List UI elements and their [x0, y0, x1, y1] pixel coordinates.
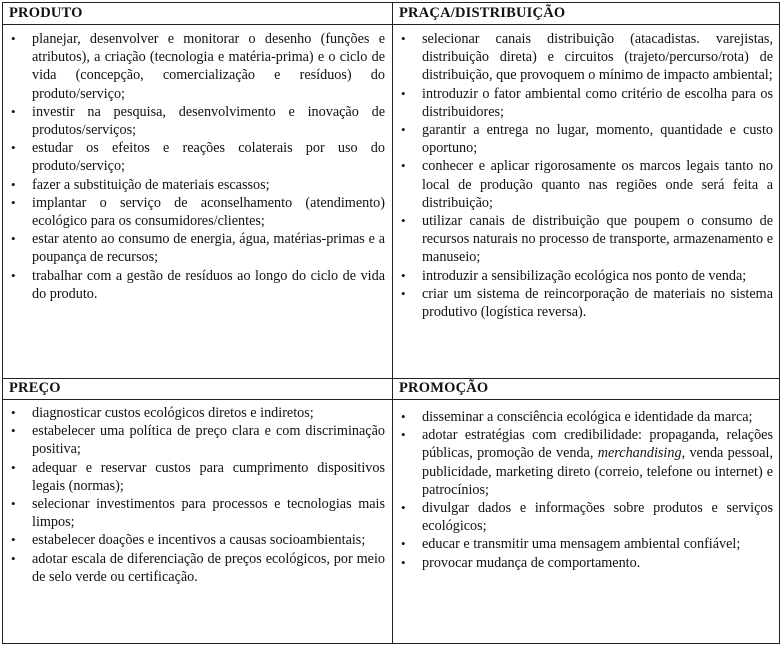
- bullet-icon: •: [401, 554, 406, 570]
- list-item: • introduzir a sensibilização ecológica nos ponto de venda;: [401, 267, 747, 284]
- list-item: • planejar, desenvolver e monitorar o desenho (funções e atributos), a criação (tecnologia e matéria-prima) e o ciclo de vida (concepção, comercialização e resíduos) do produto/serviço;: [11, 31, 385, 102]
- produto-list: [7, 30, 385, 303]
- list-item: • diagnosticar custos ecológicos diretos e indiretos;: [11, 405, 314, 421]
- row-divider: [3, 24, 779, 25]
- bullet-icon: •: [11, 550, 16, 566]
- bullet-icon: •: [11, 459, 16, 475]
- list-item: • estabelecer doações e incentivos a causas socioambientais;: [11, 532, 366, 549]
- bullet-icon: •: [11, 176, 16, 192]
- list-item: • estar atento ao consumo de energia, água, matérias-primas e a poupança de recursos;: [11, 231, 385, 266]
- list-item: • investir na pesquisa, desenvolvimento e inovação de produtos/serviços;: [11, 103, 385, 139]
- list-item: • conhecer e aplicar rigorosamente os marcos legais tanto no local de produção quanto nas regiões onde será feita a distribuição;: [401, 158, 773, 211]
- list-item: • selecionar investimentos para processos e tecnologias mais limpos;: [11, 496, 385, 531]
- list-item: • adotar estratégias com credibilidade: propaganda, relações públicas, promoção de venda, merchandising, venda pessoal, publicidade, marketing direto (correio, telefone ou internet) e patrocínios;: [401, 427, 773, 498]
- list-item: • introduzir o fator ambiental como critério de escolha para os distribuidores;: [401, 85, 773, 120]
- list-item: • utilizar canais de distribuição que poupem o consumo de recursos naturais no processo de transporte, armazenamento e manuseio;: [401, 213, 773, 266]
- bullet-icon: •: [401, 31, 406, 46]
- list-item: • educar e transmitir uma mensagem ambiental confiável;: [401, 536, 741, 553]
- list-item: • adequar e reservar custos para cumprimento dispositivos legais (normas);: [11, 459, 385, 494]
- list-item: • fazer a substituição de materiais escassos;: [11, 176, 270, 193]
- bullet-icon: •: [11, 231, 16, 247]
- row-divider: [3, 378, 779, 379]
- produto-heading: PRODUTO: [9, 5, 83, 21]
- list-item: • estabelecer uma política de preço clara e com discriminação positiva;: [11, 423, 385, 458]
- bullet-icon: •: [11, 423, 16, 439]
- promocao-cell: [397, 408, 773, 572]
- row-divider: [3, 399, 779, 400]
- bullet-icon: •: [401, 85, 406, 101]
- praca-list: [397, 30, 773, 321]
- list-item: • garantir a entrega no lugar, momento, quantidade e custo oportuno;: [401, 122, 773, 157]
- praca-cell: [397, 30, 773, 321]
- bullet-icon: •: [11, 140, 16, 156]
- bullet-icon: •: [11, 405, 16, 420]
- preco-cell: [7, 404, 385, 586]
- praca-heading: PRAÇA/DISTRIBUIÇÃO: [399, 5, 566, 21]
- list-item: • selecionar canais distribuição (atacadistas. varejistas, distribuição direta) e circuitos (trajeto/percurso/rota) de distribuição, que provoquem o mínimo de impacto ambiental;: [401, 31, 773, 84]
- list-item: • provocar mudança de comportamento.: [401, 554, 641, 571]
- bullet-icon: •: [11, 103, 16, 119]
- bullet-icon: •: [11, 31, 16, 46]
- list-item: • estudar os efeitos e reações colaterais por uso do produto/serviço;: [11, 140, 385, 175]
- bullet-icon: •: [11, 532, 16, 548]
- preco-heading: PREÇO: [9, 380, 61, 396]
- list-item: • trabalhar com a gestão de resíduos ao longo do ciclo de vida do produto.: [11, 267, 385, 302]
- list-item: • criar um sistema de reincorporação de materiais no sistema produtivo (logística reversa).: [401, 285, 773, 321]
- bullet-icon: •: [11, 496, 16, 512]
- bullet-icon: •: [401, 122, 406, 138]
- preco-list: [7, 404, 385, 586]
- list-item: • disseminar a consciência ecológica e identidade da marca;: [401, 409, 753, 425]
- column-divider: [392, 3, 393, 643]
- marketing-mix-table: [2, 2, 780, 644]
- list-item: • divulgar dados e informações sobre produtos e serviços ecológicos;: [401, 500, 773, 535]
- bullet-icon: •: [401, 267, 406, 283]
- bullet-icon: •: [401, 536, 406, 552]
- promocao-list: [397, 408, 773, 572]
- bullet-icon: •: [11, 194, 16, 210]
- list-item: • implantar o serviço de aconselhamento (atendimento) ecológico para os consumidores/clientes;: [11, 194, 385, 230]
- bullet-icon: •: [401, 213, 406, 229]
- bullet-icon: •: [11, 267, 16, 283]
- bullet-icon: •: [401, 285, 406, 301]
- bullet-icon: •: [401, 158, 406, 174]
- bullet-icon: •: [401, 409, 406, 424]
- list-item: • adotar escala de diferenciação de preços ecológicos, por meio de selo verde ou certificação.: [11, 550, 385, 585]
- bullet-icon: •: [401, 500, 406, 516]
- produto-cell: [7, 30, 385, 303]
- promocao-heading: PROMOÇÃO: [399, 380, 489, 396]
- bullet-icon: •: [401, 427, 406, 443]
